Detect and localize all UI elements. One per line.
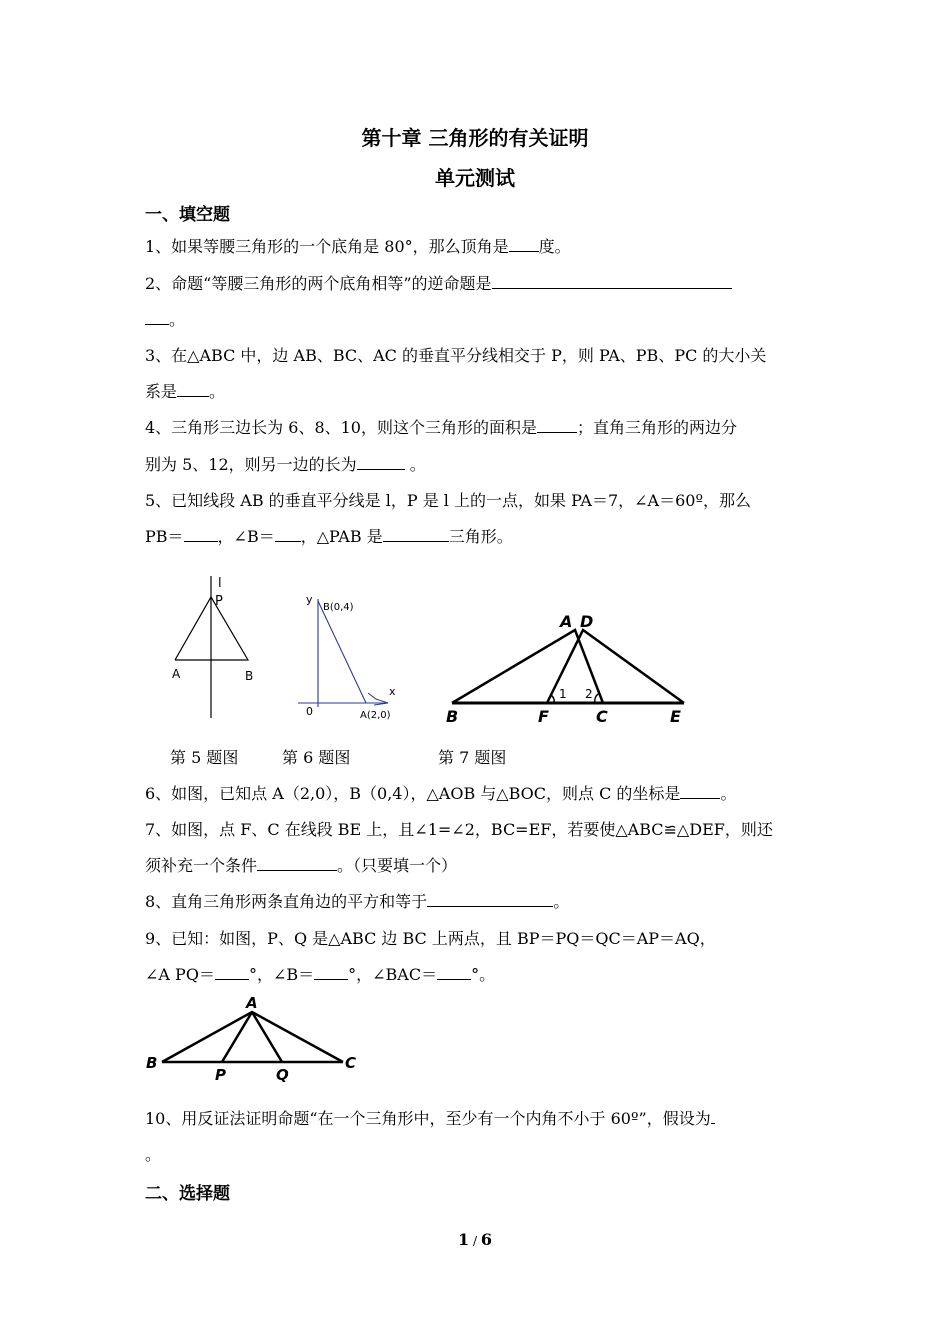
fig6-label-o: 0 [306, 705, 313, 718]
fig9-label-a: A [246, 994, 258, 1012]
answer-blank [215, 963, 249, 980]
segment-ab [318, 601, 366, 703]
fig6-label-b: B(0,4) [323, 602, 354, 613]
fig9-label-p: P [215, 1066, 226, 1084]
fig5-label-b: B [245, 669, 254, 683]
question-5: 5、已知线段 AB 的垂直平分线是 l，P 是 l 上的一点，如果 PA＝7，∠A＝60º，那么 [145, 491, 751, 510]
page-current: 1 [458, 1230, 470, 1249]
question-7-cont: 须补充一个条件 。（只要填一个） [145, 856, 458, 875]
fig7-label-1: 1 [559, 687, 567, 701]
figure-7 [440, 605, 700, 730]
fig7-label-2: 2 [585, 687, 593, 701]
answer-blank [357, 453, 405, 470]
triangle-abc [162, 1012, 343, 1062]
triangle-abc [452, 630, 603, 703]
section-heading-choice: 二、选择题 [145, 1184, 230, 1204]
answer-blank [184, 525, 218, 542]
fig5-label-a: A [172, 667, 181, 681]
triangle-def [547, 630, 684, 703]
answer-blank [492, 272, 732, 289]
fig9-label-c: C [345, 1054, 357, 1072]
question-10-cont: 。 [145, 1145, 162, 1164]
answer-blank [177, 380, 209, 397]
fig6-label-x: x [389, 685, 396, 698]
question-8: 8、直角三角形两条直角边的平方和等于 。 [145, 892, 570, 911]
fig5-label-p: P [215, 594, 223, 609]
page-total: 6 [480, 1230, 492, 1249]
answer-blank [314, 963, 348, 980]
page-number [0, 1230, 950, 1249]
question-7: 7、如图，点 F、C 在线段 BE 上，且∠1=∠2，BC=EF，若要使△ABC≌△DEF，则还 [145, 820, 773, 839]
caption-fig7: 第 7 题图 [438, 748, 507, 767]
question-4-cont: 别为 5、12，则另一边的长为 。 [145, 455, 426, 474]
figure-6 [290, 585, 420, 725]
fig6-label-y: y [306, 593, 313, 606]
fig7-label-b: B [446, 707, 459, 726]
question-9: 9、已知：如图，P、Q 是△ABC 边 BC 上两点，且 BP＝PQ＝QC＝AP＝AQ， [145, 929, 716, 948]
answer-blank [427, 890, 553, 907]
answer-blank [437, 963, 471, 980]
fig7-label-d: D [580, 612, 594, 631]
page-title: 第十章 三角形的有关证明 [361, 126, 589, 150]
question-6: 6、如图，已知点 A（2,0），B（0,4），△AOB 与△BOC，则点 C 的坐标是 。 [145, 784, 737, 803]
figure-9 [140, 992, 370, 1084]
question-3-cont: 系是 。 [145, 382, 226, 401]
question-10: 10、用反证法证明命题“在一个三角形中，至少有一个内角不小于 60º”，假设为 [145, 1106, 715, 1129]
fig7-label-a: A [560, 612, 573, 631]
caption-fig6: 第 6 题图 [282, 748, 351, 767]
question-2: 2、命题“等腰三角形的两个底角相等”的逆命题是 [145, 271, 732, 294]
fig6-label-a: A(2,0) [360, 710, 391, 721]
caption-fig5: 第 5 题图 [170, 748, 239, 767]
fig7-label-c: C [596, 707, 608, 726]
answer-blank [275, 525, 301, 542]
question-2-cont: 。 [145, 307, 185, 330]
section-heading-fill: 一、填空题 [145, 205, 230, 225]
question-1: 1、如果等腰三角形的一个底角是 80°，那么顶角是 度。 [145, 237, 571, 256]
fig7-label-e: E [670, 707, 681, 726]
answer-blank [145, 308, 169, 325]
fig5-label-l: l [218, 576, 222, 591]
page-subtitle: 单元测试 [435, 166, 515, 190]
fig7-label-f: F [538, 707, 549, 726]
question-5-cont: PB＝ ，∠B＝ ，△PAB 是 三角形。 [145, 527, 513, 546]
page-separator: / [469, 1234, 481, 1248]
answer-blank [537, 416, 577, 433]
fig9-label-b: B [146, 1054, 158, 1072]
question-4: 4、三角形三边长为 6、8、10，则这个三角形的面积是 ；直角三角形的两边分 [145, 418, 738, 437]
answer-blank [711, 1107, 715, 1124]
answer-blank [383, 525, 449, 542]
question-9-cont: ∠A PQ＝ °，∠B＝ °，∠BAC＝ °。 [145, 965, 496, 984]
figure-5 [165, 572, 265, 722]
answer-blank [509, 235, 539, 252]
fig9-label-q: Q [276, 1066, 289, 1084]
answer-blank [257, 854, 337, 871]
answer-blank [680, 782, 720, 799]
question-3: 3、在△ABC 中，边 AB、BC、AC 的垂直平分线相交于 P，则 PA、PB、PC 的大小关 [145, 346, 767, 365]
